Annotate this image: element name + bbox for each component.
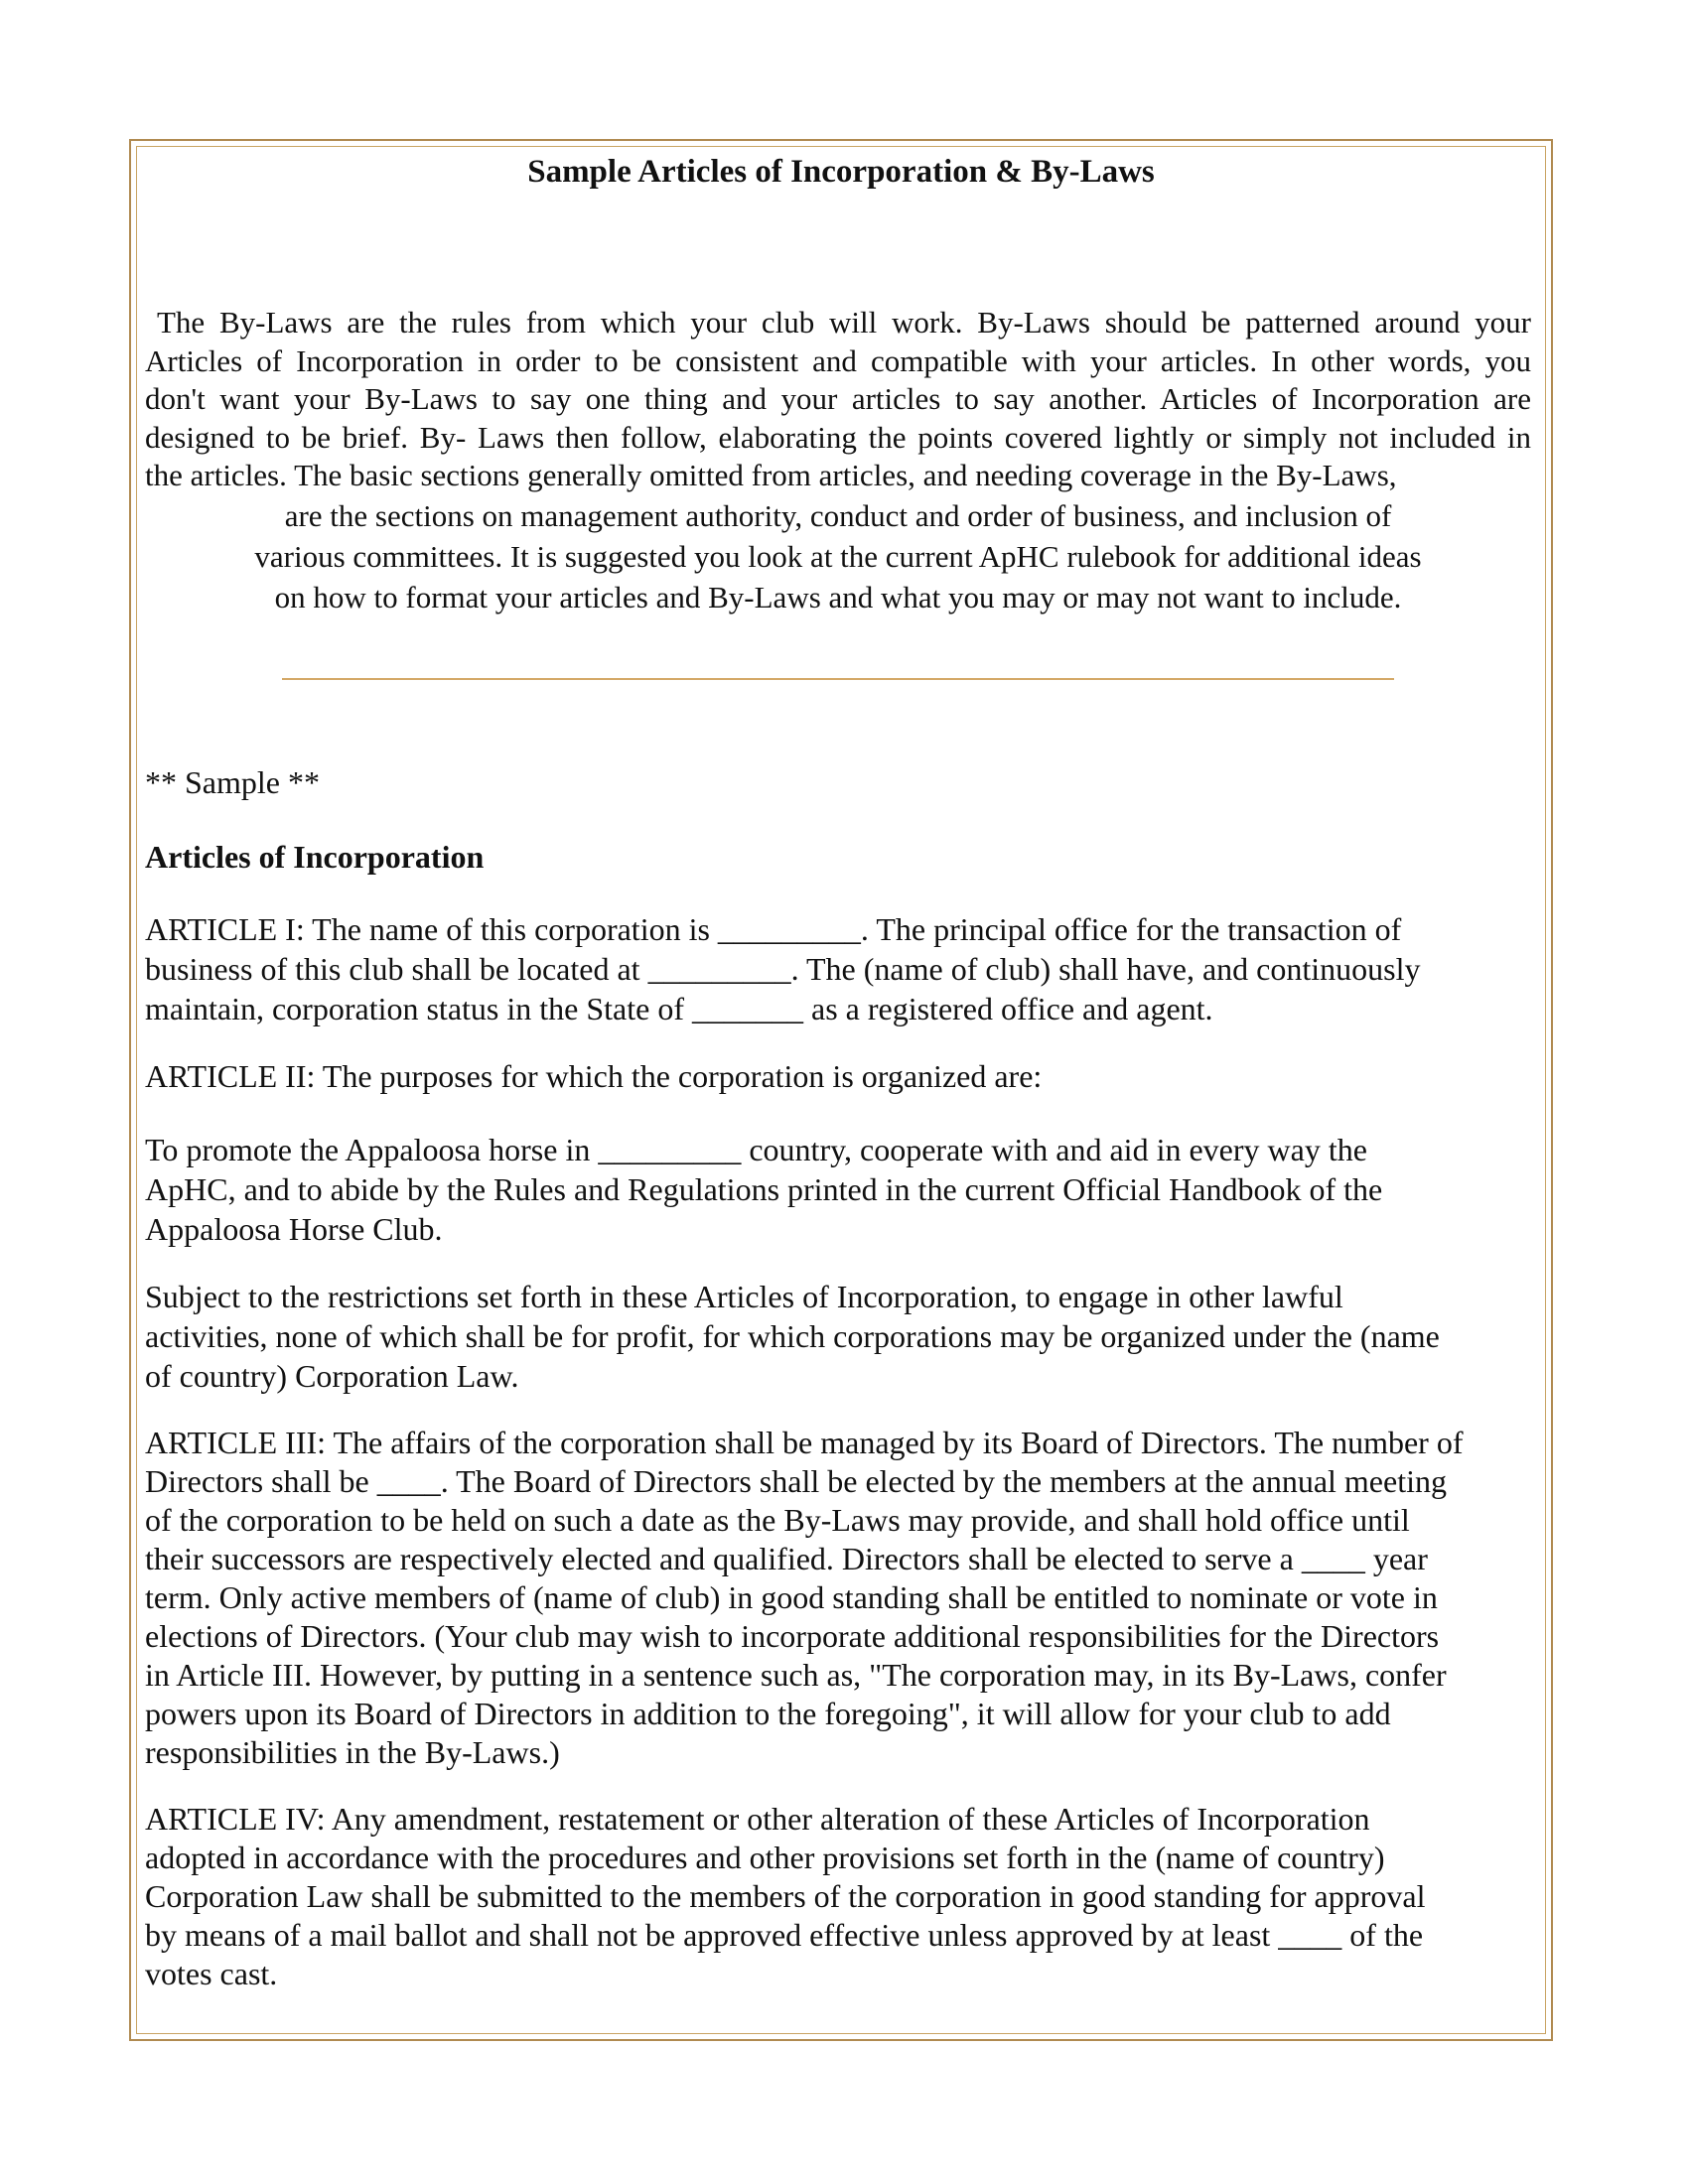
article-2-purpose-2: [145, 1277, 1535, 1396]
article-4: [145, 1800, 1535, 1993]
article-line: votes cast.: [145, 1956, 278, 1991]
article-line: business of this club shall be located at _________. The (name of club) shall have, and continuously: [145, 951, 1421, 987]
articles-heading: Articles of Incorporation: [145, 839, 485, 875]
article-2-purpose-1: [145, 1130, 1535, 1249]
intro-line: Articles of Incorporation in order to be consistent and compatible with your articles. In other words, you: [145, 342, 1531, 378]
intro-line: designed to be brief. By- Laws then follow, elaborating the points covered lightly or simply not included in: [145, 419, 1531, 455]
article-line: Subject to the restrictions set forth in these Articles of Incorporation, to engage in other lawful: [145, 1279, 1343, 1314]
article-line: by means of a mail ballot and shall not be approved effective unless approved by at least ____ of the: [145, 1917, 1424, 1953]
article-line: maintain, corporation status in the State of _______ as a registered office and agent.: [145, 991, 1213, 1026]
article-line: their successors are respectively elected and qualified. Directors shall be elected to serve a ____ year: [145, 1541, 1428, 1576]
article-2: [145, 1056, 1535, 1096]
article-line: Corporation Law shall be submitted to the members of the corporation in good standing for approval: [145, 1878, 1426, 1914]
article-line: responsibilities in the By-Laws.): [145, 1734, 560, 1770]
intro-line: The By-Laws are the rules from which your club will work. By-Laws should be patterned around your: [157, 305, 1531, 340]
intro-line: the articles. The basic sections generally omitted from articles, and needing coverage in the By-Laws,: [145, 458, 1397, 492]
article-line: of the corporation to be held on such a date as the By-Laws may provide, and shall hold office until: [145, 1502, 1410, 1538]
article-line: To promote the Appaloosa horse in _________ country, cooperate with and aid in every way the: [145, 1132, 1367, 1167]
article-line: Directors shall be ____. The Board of Directors shall be elected by the members at the annual meeting: [145, 1463, 1447, 1499]
article-line: powers upon its Board of Directors in addition to the foregoing", it will allow for your club to add: [145, 1696, 1391, 1731]
article-3: [145, 1424, 1535, 1772]
intro-line: on how to format your articles and By-Laws and what you may or may not want to include.: [274, 579, 1402, 614]
sample-label: ** Sample **: [145, 764, 320, 800]
article-line: ARTICLE IV: Any amendment, restatement or other alteration of these Articles of Incorporation: [145, 1801, 1370, 1837]
article-line: adopted in accordance with the procedures and other provisions set forth in the (name of country): [145, 1840, 1385, 1875]
article-line: ARTICLE III: The affairs of the corporation shall be managed by its Board of Directors. The number of: [145, 1425, 1464, 1460]
article-line: ARTICLE I: The name of this corporation is _________. The principal office for the transaction of: [145, 911, 1402, 947]
intro-paragraph: [145, 304, 1531, 616]
article-line: ApHC, and to abide by the Rules and Regulations printed in the current Official Handbook of the: [145, 1171, 1383, 1207]
article-line: activities, none of which shall be for profit, for which corporations may be organized under the (name: [145, 1318, 1440, 1354]
article-line: elections of Directors. (Your club may wish to incorporate additional responsibilities for the Directors: [145, 1618, 1440, 1654]
article-line: Appaloosa Horse Club.: [145, 1211, 443, 1247]
intro-line: various committees. It is suggested you look at the current ApHC rulebook for additional ideas: [254, 538, 1422, 574]
article-line: term. Only active members of (name of club) in good standing shall be entitled to nominate or vote in: [145, 1579, 1438, 1615]
article-line: in Article III. However, by putting in a sentence such as, "The corporation may, in its By-Laws, confer: [145, 1657, 1447, 1693]
article-line: of country) Corporation Law.: [145, 1358, 519, 1394]
intro-line: don't want your By-Laws to say one thing and your articles to say another. Articles of Incorporation are: [145, 381, 1531, 416]
article-1: [145, 909, 1535, 1028]
intro-line: are the sections on management authority, conduct and order of business, and inclusion of: [284, 497, 1392, 533]
document-title: Sample Articles of Incorporation & By-Laws: [527, 154, 1155, 190]
articles-list: [145, 909, 1535, 2021]
section-divider: [282, 678, 1394, 680]
article-line: ARTICLE II: The purposes for which the corporation is organized are:: [145, 1058, 1043, 1094]
